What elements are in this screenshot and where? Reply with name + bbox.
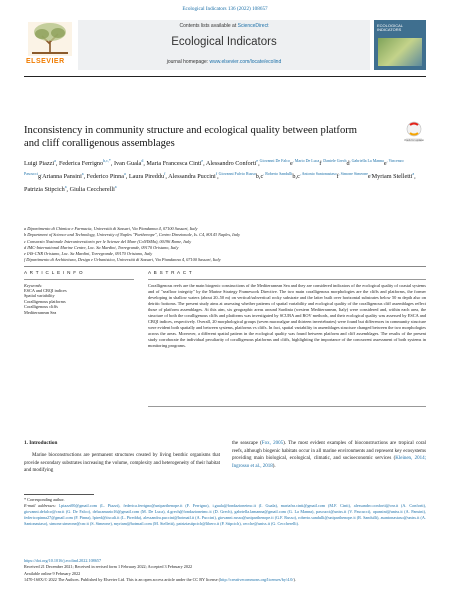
author-name: d (346, 160, 350, 168)
author-affiliation-marker: a (123, 171, 126, 177)
citation-link[interactable]: Kleinen, 2014; Ingrosso et al., 2018 (232, 456, 427, 469)
author-affiliation-marker: , Simone Simeone (338, 171, 368, 177)
introduction-right-paragraph: the seascape (Fox, 2005). The most evident examples of bioconstructions are tropical coral reefs, although biogenic habitats occur in all marine environments and represent key ecosystems providing main biological, ecological, climatic, and socioeconomic services (Kleinen, 2014; Ingrosso et al., 2018). (232, 441, 427, 469)
article-info-divider (24, 279, 134, 280)
author-name: , Alessandra Puccini (165, 173, 216, 181)
author-affiliation-marker: d (141, 158, 144, 163)
author-affiliation-marker: e (256, 158, 259, 163)
author-name: , Ivan Guala (110, 160, 142, 168)
svg-text:Check for updates: Check for updates (404, 139, 424, 143)
received-dates: Received 21 December 2021; Received in revised form 1 February 2022; Accepted 3 February 2022 (24, 564, 193, 570)
author-affiliation-marker: , Mario De Luca (292, 158, 320, 163)
footnote-divider (24, 494, 94, 495)
elsevier-tree-icon (24, 20, 76, 58)
keyword-item: Mediterranean Sea (24, 309, 57, 315)
abstract-divider (148, 279, 426, 280)
keyword-item: Spatial variability (24, 293, 55, 298)
author-list (24, 156, 426, 195)
affiliation-item: c Consorzio Nazionale Interuniversitario per le Scienze del Mare (CoNISMa), 00196 Rome, Italy (24, 238, 192, 244)
author-affiliation-marker: , Antonio Santonastaso (299, 171, 337, 177)
author-affiliation-marker: , Gabriella La Manna (349, 158, 384, 163)
author-name: , Laura Pireddu (125, 173, 165, 181)
author-name: , Alessandro Conforti (203, 160, 257, 168)
author-name: e (290, 160, 293, 168)
author-affiliation-marker: f (164, 171, 166, 177)
affiliation-item: b Department of Science and Technology, University of Naples "Parthenope", Centro Direzionale, Is. C4, 80143 Naples, Italy (24, 232, 241, 238)
license-line: 1470-160X/© 2022 The Authors. Published by Elsevier Ltd. This is an open access article under the CC BY license (http://creativecommons.org/licenses/by/4.0/). (24, 577, 296, 583)
email-list[interactable]: l.piazzi00@gmail.com (L. Piazzi), federica.ferrigno@uniparthenope.it (F. Ferrigno), i.guala@fondazioneimc.it (I. Guala), mariafra.cinti@gmail.com (M.F. Cinti), alessandro.conforti@cnr.it (A. Conforti), giovanni.defalco@cnr.it (G. De Falco), delucamario16@gmail.com (M. De Luca), d.grech@fondazioneimc.it (D. Grech), gabriella.lamanna@gmail.com (G. La Manna), pascucci@uniss.it (V. Pascucci), apansini@uniss.it (A. Pansini), federicopinna27@gmail.com (F. Pinna), lpired@tiscali.it (L. Pireddu), alessandra.puccini@hotmail.it (A. Puccini), giovanni.russo@uniparthenope.it (G.F. Russo), roberto.sandulli@uniparthenope.it (R. Sandulli), asantonastaso@uniss.it (A. Santonastaso), simone.simeone@cnr.it (S. Simeone), myriam@hotmail.com (M. Stelletti), patriziastipcich@libero.it (P. Stipcich), cecche@uniss.it (G. Ceccherelli). (24, 503, 427, 526)
abstract-bottom-divider (148, 406, 426, 407)
available-online: Available online 9 February 2022 (24, 570, 81, 576)
author-name: , Federico Pinna (83, 173, 124, 181)
affiliation-item: a Dipartimento di Chimica e Farmacia, Università di Sassari, Via Piandanna 4, 07100 Sassari, Italy (24, 226, 198, 231)
affiliation-item: e IAS-CNR Oristano, Loc. Sa Mardini, Torregrande, 09170 Oristano, Italy (24, 251, 153, 257)
journal-homepage-line: journal homepage: www.elsevier.com/locate/ecolind (166, 59, 282, 65)
affiliation-item: d IMC-International Marine Centre, Loc. Sa Mardini, Torregrande, 09170 Oristano, Italy (24, 244, 179, 250)
introduction-heading: 1. Introduction (24, 440, 58, 446)
journal-cover-thumbnail[interactable] (374, 20, 426, 70)
abstract-column (148, 270, 426, 349)
article-info-column (24, 270, 134, 315)
author-affiliation-marker: , Roberto Sandulli (263, 171, 293, 177)
affiliations-list (24, 226, 426, 264)
author-affiliation-marker: e (201, 158, 204, 163)
author-name: e (383, 160, 387, 168)
author-name: f (319, 160, 322, 168)
journal-homepage-link[interactable]: www.elsevier.com/locate/ecolind (209, 59, 282, 65)
author-name: , Giulia Ceccherelli (66, 186, 115, 194)
article-info-heading: A R T I C L E I N F O (24, 270, 84, 275)
keywords-label: Keywords: (24, 282, 43, 288)
author-affiliation-marker: f (215, 171, 218, 177)
journal-header (24, 20, 426, 74)
header-divider (24, 76, 426, 77)
author-name: b,c (255, 173, 264, 181)
check-for-updates-icon[interactable] (404, 121, 424, 143)
email-addresses: E-mail addresses: l.piazzi00@gmail.com (L. Piazzi), federica.ferrigno@uniparthenope.it (F. Ferrigno), i.guala@fondazioneimc.it (I. Guala), mariafra.cinti@gmail.com (M.F. Cinti), alessandro.conforti@cnr.it (A. Conforti), giovanni.defalco@cnr.it (G. De Falco), delucamario16@gmail.com (M. De Luca), d.grech@fondazioneimc.it (D. Grech), gabriella.lamanna@gmail.com (G. La Manna), pascucci@uniss.it (V. Pascucci), apansini@uniss.it (A. Pansini), federicopinna27@gmail.com (F. Pinna), lpired@tiscali.it (L. Pireddu), alessandra.puccini@hotmail.it (A. Puccini), giovanni.russo@uniparthenope.it (G.F. Russo), roberto.sandulli@uniparthenope.it (R. Sandulli), asantonastaso@uniss.it (A. Santonastaso), simone.simeone@cnr.it (S. Simeone), myriam@hotmail.com (M. Stelletti), patriziastipcich@libero.it (P. Stipcich), cecche@uniss.it (G. Ceccherelli). (24, 503, 427, 526)
journal-banner (78, 20, 370, 70)
corresponding-author-note: * Corresponding author. (24, 497, 65, 502)
contents-available-line: Contents lists available at ScienceDirect (179, 23, 269, 29)
author-name: Arianna Pansini (42, 173, 82, 181)
elsevier-wordmark: ELSEVIER (26, 58, 65, 65)
author-affiliation-marker: , Daniele Grech (321, 158, 347, 163)
author-name: Myriam Stelletti (371, 173, 413, 181)
author-name: , (217, 173, 219, 181)
author-name: e (367, 173, 371, 181)
author-name: g (38, 173, 42, 181)
author-name: , Federica Ferrigno (55, 160, 104, 168)
section-divider (24, 266, 426, 267)
author-affiliation-marker: Giovanni Fulvio Russo (218, 171, 256, 177)
doi-link[interactable]: https://doi.org/10.1016/j.ecolind.2022.108657 (24, 558, 102, 563)
author-affiliation-marker: Giovanni De Falco (259, 158, 291, 163)
license-link[interactable]: http://creativecommons.org/licenses/by/4.0/ (220, 577, 294, 583)
journal-title: Ecological Indicators (171, 36, 277, 48)
sciencedirect-link[interactable]: ScienceDirect (237, 23, 269, 29)
author-name: Luigi Piazzi (24, 160, 55, 168)
author-affiliation-marker: , Vincenzo Pascucci (24, 158, 404, 177)
keyword-item: Coralligenous cliffs (24, 304, 58, 309)
author-affiliation-marker: b,c,* (103, 158, 111, 163)
introduction-left-paragraph: Marine bioconstructions are permanent structures created by living benthic organisms that provide secondary substrates increasing the volume, complexity and heterogeneity of their habitat and modifying (24, 453, 220, 474)
keyword-item: ESCA and CBQI indices (24, 287, 67, 293)
publication-info (24, 558, 426, 584)
author-affiliation-marker: a (114, 184, 117, 190)
abstract-heading: A B S T R A C T (148, 270, 193, 275)
journal-citation-header[interactable]: Ecological Indicators 136 (2022) 108657 (182, 6, 268, 12)
author-affiliation-marker: , (41, 171, 43, 177)
author-name: f (336, 173, 339, 181)
elsevier-logo[interactable] (24, 20, 76, 70)
check-for-updates-badge-icon (404, 121, 424, 143)
author-affiliation-marker: a (81, 171, 84, 177)
author-name: , Patrizia Stipcich (24, 173, 416, 194)
author-affiliation-marker: a (64, 184, 67, 190)
author-affiliation-marker: a (54, 158, 56, 163)
keyword-item: Coralligenous platforms (24, 298, 66, 304)
author-name: , Maria Francesca Cinti (143, 160, 202, 168)
cover-title: ECOLOGICAL INDICATORS (377, 23, 403, 33)
author-name: , (258, 160, 260, 168)
footnotes (24, 497, 426, 527)
author-affiliation-marker: a (412, 171, 415, 177)
author-name: b,c (292, 173, 300, 181)
keywords-list (24, 288, 134, 316)
citation-link[interactable]: Fox, 2005 (261, 441, 284, 446)
article-title: Inconsistency in community structure and ecological quality between platform and cliff coralligenous assemblages (24, 125, 358, 149)
cover-image (378, 38, 422, 66)
affiliation-item: f Dipartimento di Architettura, Design e Urbanistica, Università di Sassari, Via Piandanna 4, 07100 Sassari, Italy (24, 257, 221, 263)
abstract-text: Coralligenous reefs are the main biogenic constructions of the Mediterranean Sea and they are considered indicators of the ecological quality of coastal systems and of "seafloor integrity" by the Marine Strategy Framework Directive. The two main coralligenous morphologies are the cliffs and platforms, the former developing in shallow waters (about 20–50 m) on vertical/subvertical rocky substrate and the latter built over horizontal substrates below 50 m depth also on detritic bottoms. The present study aims at assessing whether patterns of spatial variability and ecological quality of the coralligenous cliff assemblages reflect those of platform assemblages. At this aim, six geographic areas around Sardinia (western Mediterranean, Italy) were considered and, within each area, the structure of both the coralligenous cliffs and platforms was investigated by SCUBA and ROV methods, and their ecological quality was assessed by ESCA and CBQI indices, respectively. Overall, 20 morphological groups (seven macroalgae and thirteen invertebrates) were found but differences in community structure were evident both spatially and between systems, platforms vs cliffs. In fact, spatial variability in assemblages structure changed between the two morphologies across the areas. Moreover, a different spatial pattern in the ecological quality was found between platform and cliff assemblages. The results of the present study corroborate the individual peculiarity of coralligenous platforms and cliffs, highlighting the importance of the concurrent assessment of both systems in monitoring programs. (148, 282, 426, 348)
author-affiliation-marker: , (370, 171, 372, 177)
